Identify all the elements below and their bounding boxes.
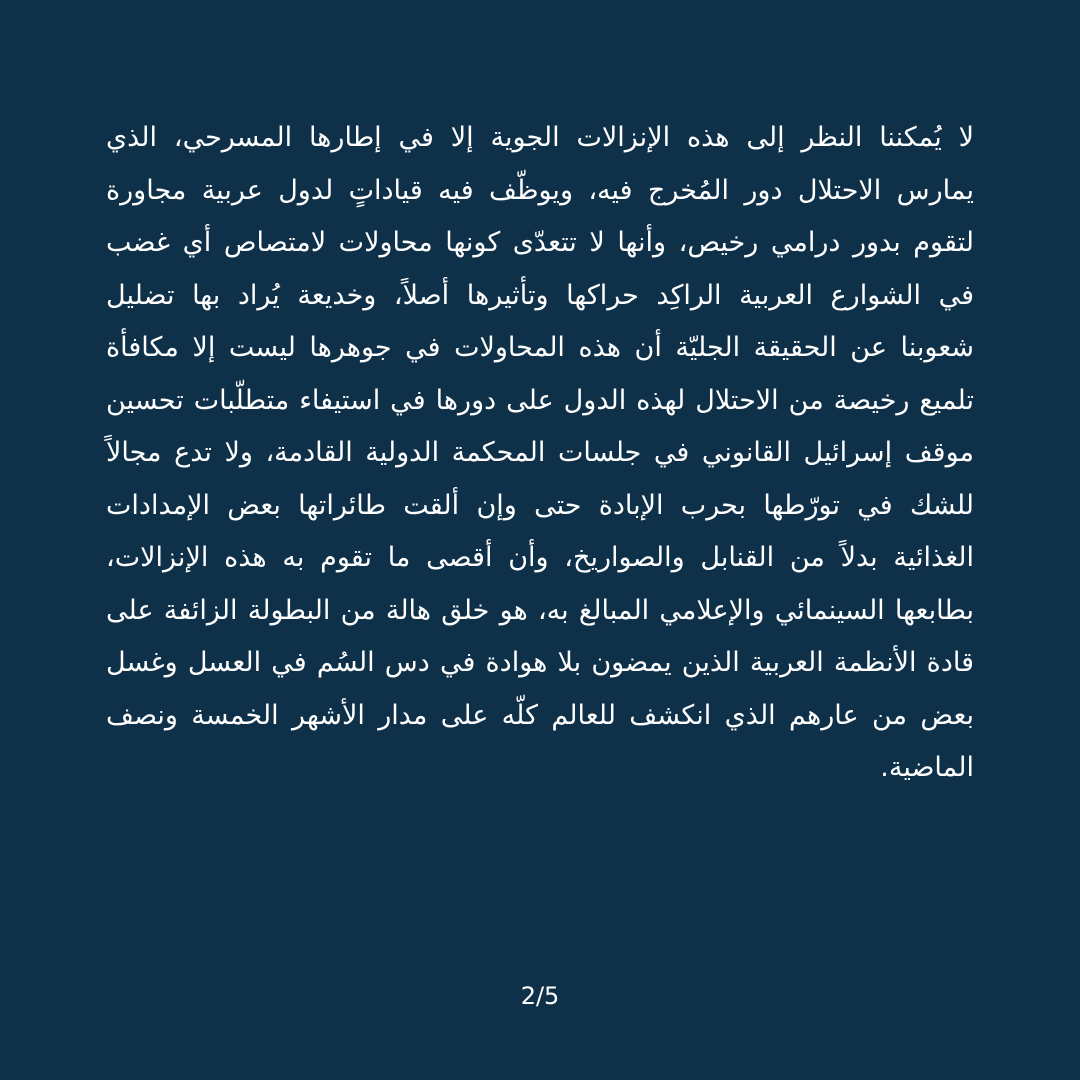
- page-number: 2/5: [520, 982, 560, 1010]
- body-paragraph: لا يُمكننا النظر إلى هذه الإنزالات الجوية إلا في إطارها المسرحي، الذي يمارس الاحتلال دور المُخرج فيه، ويوظّف فيه قياداتٍ لدول عربية مجاورة لتقوم بدور درامي رخيص، وأنها لا تتعدّى كونها محاولات لامتصاص أي غضب في الشوارع العربية الراكِد حراكها وتأثيرها أصلاً، وخديعة يُراد بها تضليل شعوبنا عن الحقيقة الجليّة أن هذه المحاولات في جوهرها ليست إلا مكافأة تلميع رخيصة من الاحتلال لهذه الدول على دورها في استيفاء متطلّبات تحسين موقف إسرائيل القانوني في جلسات المحكمة الدولية القادمة، ولا تدع مجالاً للشك في تورّطها بحرب الإبادة حتى وإن ألقت طائراتها بعض الإمدادات الغذائية بدلاً من القنابل والصواريخ، وأن أقصى ما تقوم به هذه الإنزالات، بطابعها السينمائي والإعلامي المبالغ به، هو خلق هالة من البطولة الزائفة على قادة الأنظمة العربية الذين يمضون بلا هوادة في دس السُم في العسل وغسل بعض من عارهم الذي انكشف للعالم كلّه على مدار الأشهر الخمسة ونصف الماضية.: [106, 122, 974, 783]
